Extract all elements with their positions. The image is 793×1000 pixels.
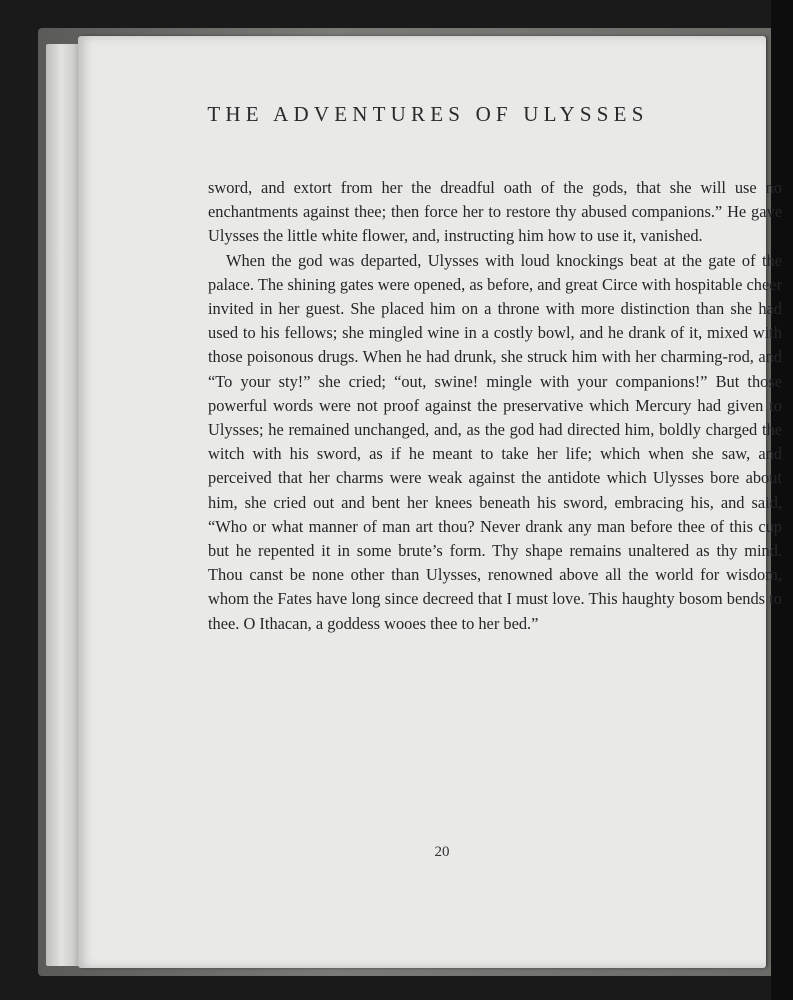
paragraph-2: When the god was departed, Ulysses with loud knockings beat at the gate of the palace. The shining gates were opened, as before, and great Circe with hospitable cheer invited in her guest. She placed him on a throne with more distinction than she had used to his fellows; she mingled wine in a costly bowl, and he drank of it, mixed with those poisonous drugs. When he had drunk, she struck him with her charming-rod, and “To your sty!” she cried; “out, swine! mingle with your companions!” But those powerful words were not proof against the preservative which Mercury had given to Ulysses; he remained unchanged, and, as the god had directed him, boldly charged the witch with his sword, as if he meant to take her life; which when she saw, and perceived that her charms were weak against the antidote which Ulysses bore about him, she cried out and bent her knees beneath his sword, embracing his, and said, “Who or what manner of man art thou? Never drank any man before thee of this cup but he repented it in some brute’s form. Thy shape remains unaltered as thy mind. Thou canst be none other than Ulysses, renowned above all the world for wisdom, whom the Fates have long since decreed that I must love. This haughty bosom bends to thee. O Ithacan, a goddess wooes thee to her bed.” (208, 250, 782, 633)
book-page (78, 36, 782, 968)
page-number: 20 (434, 844, 450, 860)
body-text (208, 176, 782, 636)
paragraph-1: sword, and extort from her the dreadful oath of the gods, that she will use no enchantments against thee; then force her to restore thy abused companions.” He gave Ulysses the little white flower, and, instructing him how to use it, vanished. (208, 178, 782, 246)
running-head: THE ADVENTURES OF ULYSSES (207, 102, 649, 126)
